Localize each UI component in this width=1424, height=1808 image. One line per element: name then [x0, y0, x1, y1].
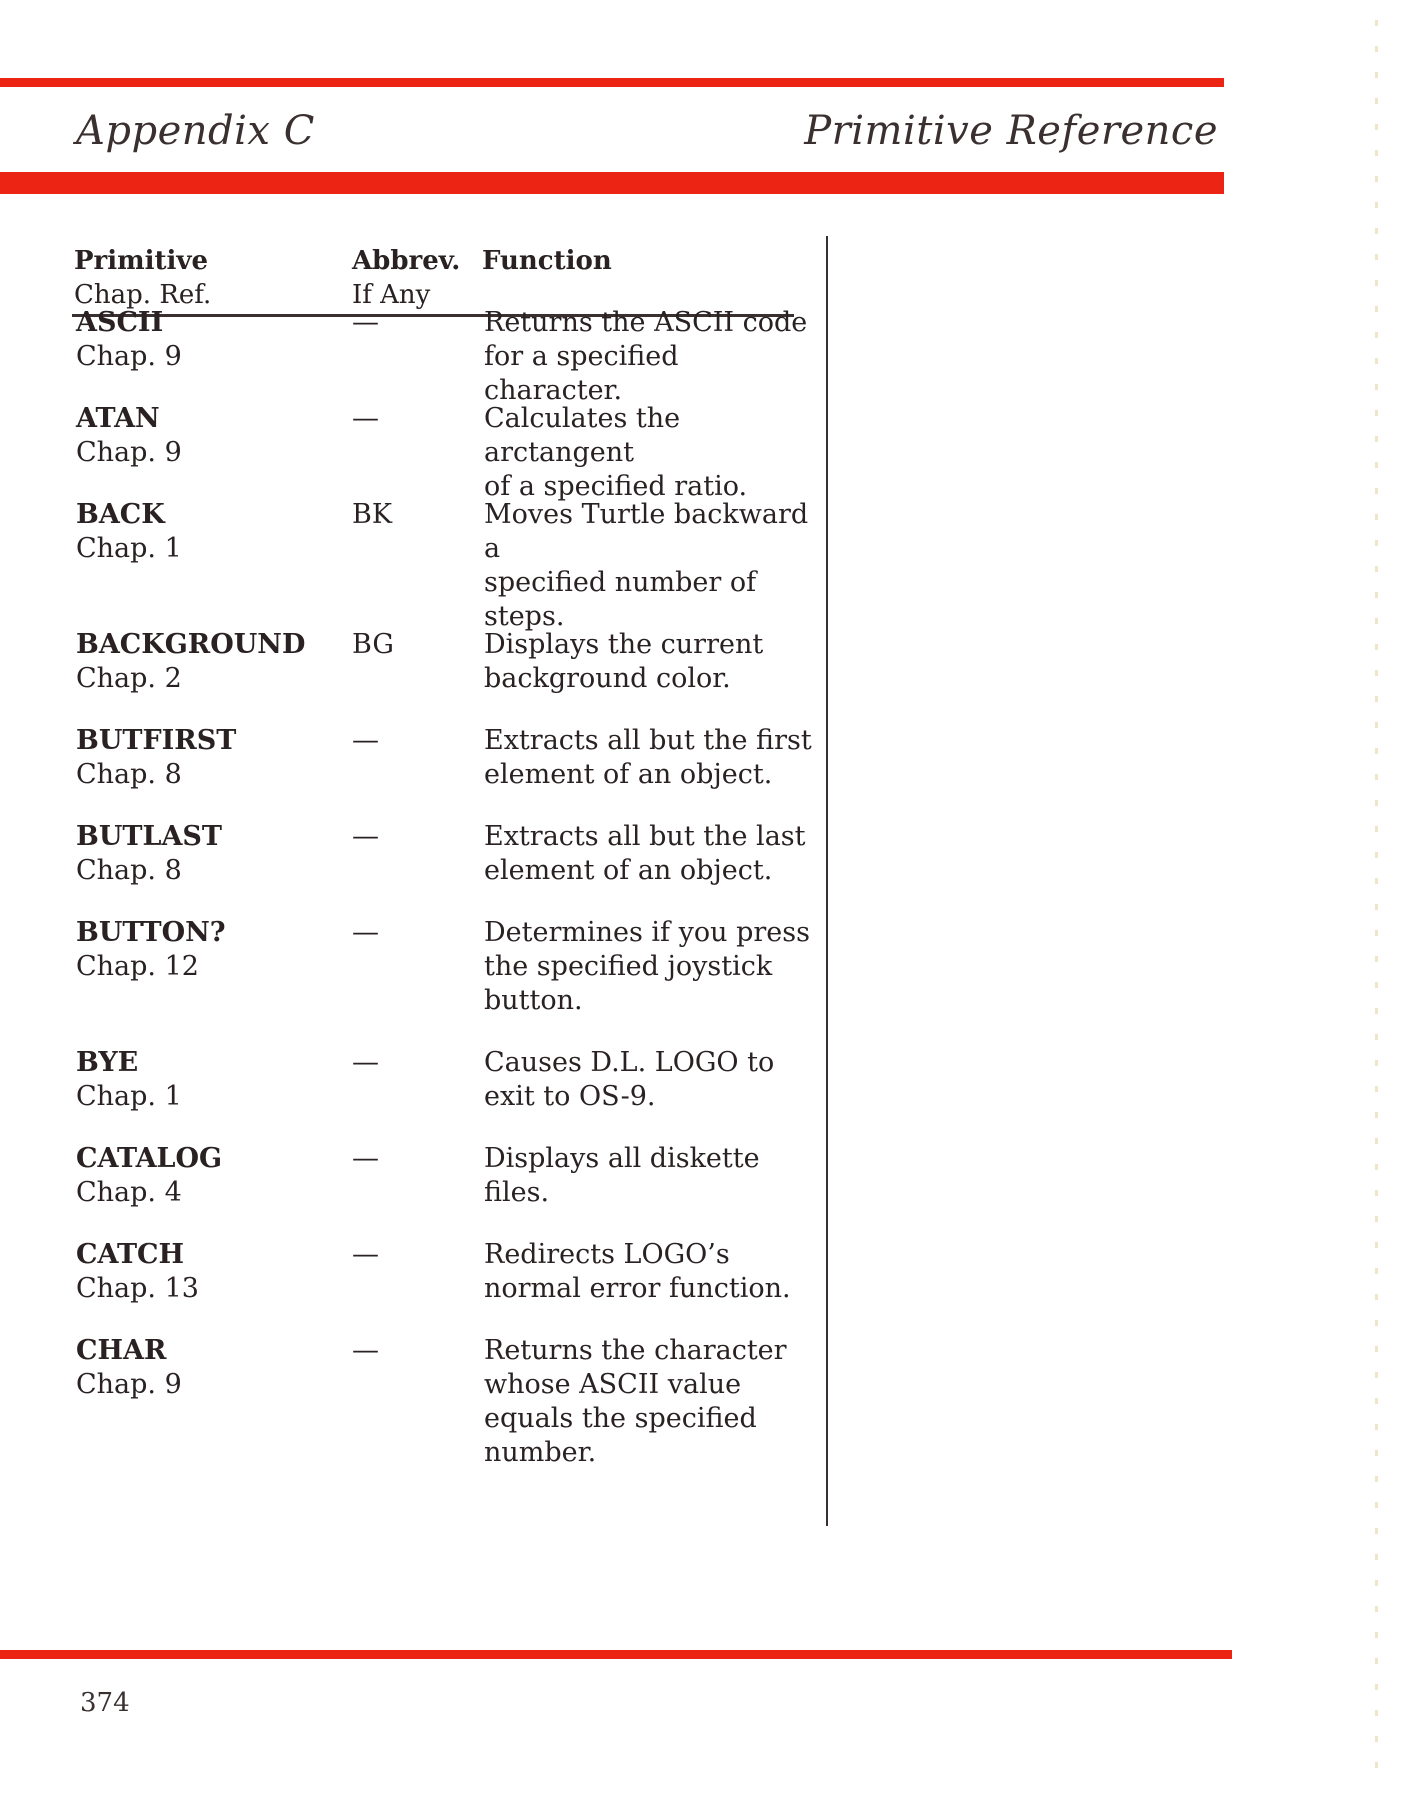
vertical-column-rule — [826, 236, 828, 1526]
function-line: Determines if you press — [484, 917, 810, 948]
function-description — [484, 1142, 814, 1210]
abbreviation: — — [352, 1239, 379, 1270]
primitive-cell — [76, 1334, 346, 1402]
function-line: element of an object. — [484, 855, 773, 886]
primitive-cell — [76, 498, 346, 566]
function-line: background color. — [484, 663, 731, 694]
primitive-cell — [76, 402, 346, 470]
function-line: for a specified character. — [484, 341, 679, 406]
function-line: Returns the ASCII code — [484, 307, 808, 338]
function-line: equals the specified — [484, 1403, 757, 1434]
primitive-cell — [76, 724, 346, 792]
chapter-reference: Chap. 1 — [76, 1081, 182, 1112]
column-chap-ref-label: Chap. Ref. — [74, 280, 212, 310]
function-line: Displays the current — [484, 629, 764, 660]
primitive-name: CATALOG — [76, 1143, 223, 1174]
abbreviation: BG — [352, 629, 394, 660]
primitive-cell — [76, 820, 346, 888]
running-head-right: Primitive Reference — [804, 108, 1218, 154]
function-line: Redirects LOGO’s — [484, 1239, 730, 1270]
function-line: steps. — [484, 601, 565, 632]
page-edge-marks — [1375, 20, 1378, 1780]
function-description — [484, 1238, 814, 1306]
chapter-reference: Chap. 12 — [76, 951, 199, 982]
chapter-reference: Chap. 13 — [76, 1273, 199, 1304]
function-line: normal error function. — [484, 1273, 791, 1304]
function-line: the specified joystick — [484, 951, 773, 982]
primitive-name: CHAR — [76, 1335, 167, 1366]
function-line: whose ASCII value — [484, 1369, 742, 1400]
function-description — [484, 916, 814, 1018]
primitive-cell — [76, 1142, 346, 1210]
function-line: Causes D.L. LOGO to — [484, 1047, 775, 1078]
function-line: element of an object. — [484, 759, 773, 790]
column-function — [482, 244, 612, 278]
function-line: Moves Turtle backward a — [484, 499, 809, 564]
abbreviation: — — [352, 403, 379, 434]
function-line: specified number of — [484, 567, 757, 598]
chapter-reference: Chap. 8 — [76, 759, 182, 790]
function-description — [484, 402, 814, 504]
function-line: button. — [484, 985, 583, 1016]
chapter-reference: Chap. 4 — [76, 1177, 182, 1208]
function-line: files. — [484, 1177, 550, 1208]
running-head-left: Appendix C — [76, 108, 315, 154]
primitive-name: BUTFIRST — [76, 725, 237, 756]
chapter-reference: Chap. 9 — [76, 437, 182, 468]
function-description — [484, 724, 814, 792]
function-line: Displays all diskette — [484, 1143, 760, 1174]
primitive-name: CATCH — [76, 1239, 185, 1270]
primitive-cell — [76, 1238, 346, 1306]
column-abbrev-label: Abbrev. — [352, 246, 461, 276]
abbreviation: BK — [352, 499, 393, 530]
function-description — [484, 820, 814, 888]
primitive-name: BUTLAST — [76, 821, 222, 852]
function-description — [484, 306, 814, 408]
abbreviation: — — [352, 1143, 379, 1174]
function-line: number. — [484, 1437, 597, 1468]
primitive-cell — [76, 306, 346, 374]
abbreviation: — — [352, 821, 379, 852]
function-line: Calculates the arctangent — [484, 403, 681, 468]
column-primitive — [74, 244, 211, 312]
function-line: exit to OS-9. — [484, 1081, 656, 1112]
function-description — [484, 1334, 814, 1470]
column-function-label: Function — [482, 246, 612, 276]
abbreviation: — — [352, 1335, 379, 1366]
primitive-name: BYE — [76, 1047, 139, 1078]
abbreviation: — — [352, 725, 379, 756]
abbreviation: — — [352, 1047, 379, 1078]
function-line: of a specified ratio. — [484, 471, 748, 502]
primitive-cell — [76, 628, 346, 696]
header-rule-thick — [0, 172, 1224, 194]
primitive-name: ATAN — [76, 403, 160, 434]
primitive-name: BUTTON? — [76, 917, 226, 948]
page-number: 374 — [80, 1688, 130, 1718]
function-line: Returns the character — [484, 1335, 787, 1366]
chapter-reference: Chap. 9 — [76, 1369, 182, 1400]
function-line: Extracts all but the last — [484, 821, 806, 852]
chapter-reference: Chap. 9 — [76, 341, 182, 372]
footer-rule — [0, 1650, 1232, 1659]
function-line: Extracts all but the first — [484, 725, 812, 756]
primitive-name: ASCII — [76, 307, 164, 338]
chapter-reference: Chap. 1 — [76, 533, 182, 564]
chapter-reference: Chap. 8 — [76, 855, 182, 886]
column-abbrev — [352, 244, 460, 312]
primitive-table — [72, 244, 812, 1468]
column-primitive-label: Primitive — [74, 246, 209, 276]
function-description — [484, 1046, 814, 1114]
primitive-name: BACK — [76, 499, 165, 530]
header-rule-top — [0, 78, 1224, 87]
primitive-cell — [76, 916, 346, 984]
primitive-cell — [76, 1046, 346, 1114]
column-if-any-label: If Any — [352, 280, 431, 310]
abbreviation: — — [352, 307, 379, 338]
chapter-reference: Chap. 2 — [76, 663, 182, 694]
primitive-name: BACKGROUND — [76, 629, 306, 660]
function-description — [484, 628, 814, 696]
function-description — [484, 498, 814, 634]
abbreviation: — — [352, 917, 379, 948]
